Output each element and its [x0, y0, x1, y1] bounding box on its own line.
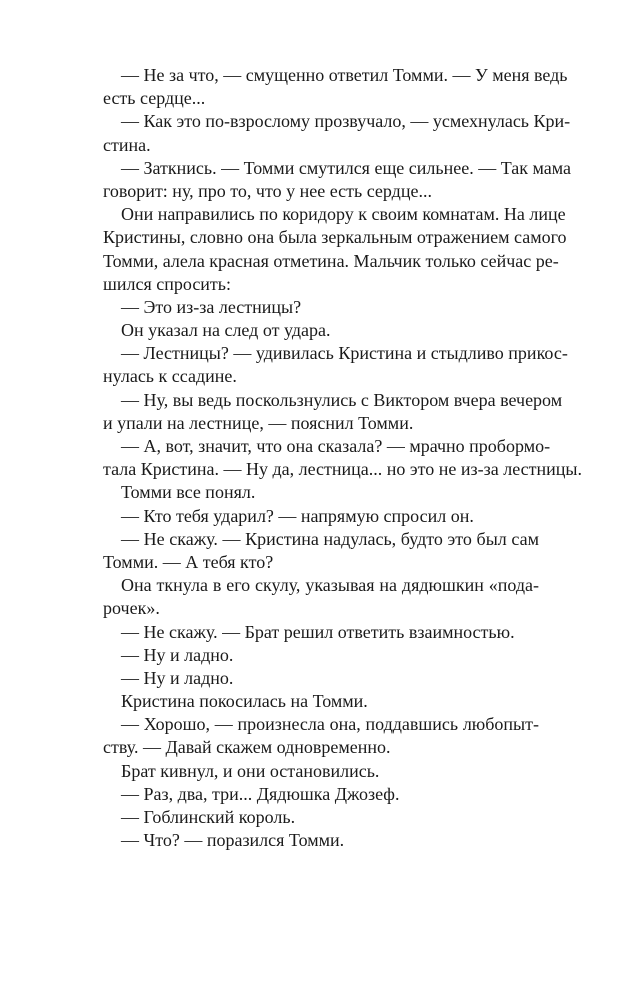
text-line: — Ну и ладно. — [121, 644, 234, 665]
text-line: Брат кивнул, и они остановились. — [121, 760, 380, 781]
text-line: Он указал на след от удара. — [121, 320, 331, 341]
text-line: — Раз, два, три... Дядюшка Джозеф. — [121, 783, 400, 804]
text-line: — А, вот, значит, что она сказала? — мрачно пробормо- — [121, 436, 551, 456]
text-line: стина. — [103, 134, 151, 155]
text-line: — Как это по-взрослому прозвучало, — усмехнулась Кри- — [121, 111, 571, 132]
text-line: Они направились по коридору к своим комнатам. На лице — [121, 204, 566, 225]
text-line: — Гоблинский король. — [121, 807, 296, 827]
text-line: — Не за что, — смущенно ответил Томми. — У меня ведь — [121, 65, 568, 85]
text-line: Она ткнула в его скулу, указывая на дядюшкин «пода- — [121, 575, 539, 596]
text-line: — Ну и ладно. — [121, 667, 234, 688]
text-line: тала Кристина. — Ну да, лестница... но это не из-за лестницы. — [103, 459, 582, 480]
text-line: — Ну, вы ведь поскользнулись с Виктором вчера вечером — [121, 389, 563, 410]
text-line: есть сердце... — [103, 88, 206, 109]
text-line: — Это из-за лестницы? — [121, 296, 302, 317]
text-line: говорит: ну, про то, что у нее есть сердце... — [103, 180, 432, 201]
text-line: Томми все понял. — [121, 482, 256, 503]
text-line: — Не скажу. — Брат решил ответить взаимностью. — [121, 621, 515, 642]
text-line: Томми, алела красная отметина. Мальчик только сейчас ре- — [103, 250, 559, 271]
text-line: — Хорошо, — произнесла она, поддавшись любопыт- — [121, 714, 539, 735]
text-line: Кристины, словно она была зеркальным отражением самого — [103, 227, 567, 248]
text-line: рочек». — [103, 598, 160, 619]
text-line: ству. — Давай скажем одновременно. — [103, 737, 391, 758]
text-line: — Заткнись. — Томми смутился еще сильнее. — Так мама — [121, 157, 572, 178]
text-line: — Не скажу. — Кристина надулась, будто это был сам — [121, 528, 539, 549]
text-line: нулась к ссадине. — [103, 366, 237, 387]
text-line: и упали на лестнице, — пояснил Томми. — [103, 412, 414, 433]
text-line: шился спросить: — [103, 273, 232, 294]
text-line: Кристина покосилась на Томми. — [121, 691, 368, 712]
text-line: — Лестницы? — удивилась Кристина и стыдливо прикос- — [121, 343, 568, 364]
body-text — [103, 64, 582, 852]
text-line: — Кто тебя ударил? — напрямую спросил он. — [121, 505, 474, 526]
text-line: Томми. — А тебя кто? — [103, 551, 274, 572]
text-line: — Что? — поразился Томми. — [121, 830, 345, 851]
